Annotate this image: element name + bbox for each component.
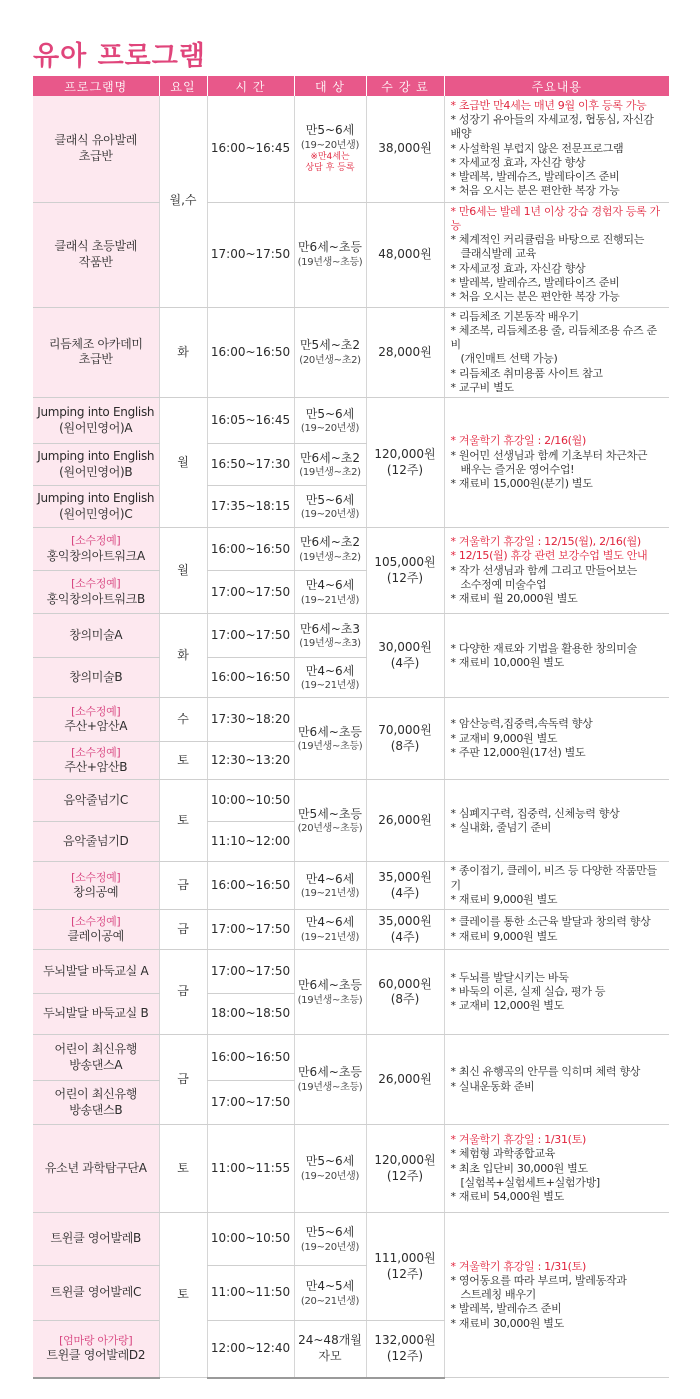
- description-line: * 교구비 별도: [450, 381, 514, 395]
- description-line: * 겨울학기 휴강일 : 1/31(토): [450, 1133, 586, 1146]
- program-name-line: 작품반: [78, 254, 113, 269]
- target-birth-years: (20년생~초2): [299, 354, 361, 366]
- time-cell: 16:00~16:50: [207, 528, 294, 571]
- target-age: 만6세~초2: [299, 450, 361, 465]
- description-cell: [444, 1125, 669, 1213]
- target-birth-years: (19년생~초등): [297, 256, 363, 268]
- program-name-cell: [33, 1035, 159, 1081]
- program-name-cell: [33, 1125, 159, 1213]
- program-name-line: 홍익창의아트워크B: [46, 591, 145, 606]
- program-name-cell: [33, 1213, 159, 1266]
- time-cell: 16:00~16:50: [207, 862, 294, 910]
- description-line: * 교재비 9,000원 별도: [450, 731, 558, 745]
- description-cell: [444, 398, 669, 528]
- target-cell: [294, 614, 366, 658]
- header-fee: 수 강 료: [366, 76, 444, 96]
- day-cell: 화: [159, 614, 207, 698]
- program-name-cell: [33, 742, 159, 780]
- fee-cell: [366, 950, 444, 1035]
- time-cell: 10:00~10:50: [207, 1213, 294, 1266]
- program-badge: [소수정예]: [71, 577, 121, 591]
- target-cell: [294, 1266, 366, 1321]
- target-cell: [294, 444, 366, 486]
- target-age: 만6세~초2: [299, 535, 361, 550]
- target-cell: [294, 658, 366, 698]
- day-cell: 토: [159, 780, 207, 862]
- program-name-line: 두뇌발달 바둑교실 B: [43, 1006, 149, 1021]
- description-line: * 자세교정 효과, 자신감 향상: [450, 155, 586, 169]
- program-name-cell: [33, 202, 159, 307]
- target-birth-years: (19~21년생): [300, 888, 360, 900]
- day-cell: 토: [159, 1125, 207, 1213]
- time-cell: 10:00~10:50: [207, 780, 294, 822]
- description-line: * 암산능력,집중력,속독력 향상: [450, 717, 593, 731]
- target-age: 만5~6세: [305, 406, 355, 421]
- target-birth-years: (19년생~초2): [299, 467, 361, 479]
- description-cell: [444, 528, 669, 614]
- target-birth-years: (19~21년생): [300, 932, 360, 944]
- description-cell: [444, 614, 669, 698]
- description-line: * 실내화, 줄넘기 준비: [450, 820, 552, 834]
- fee-amount: 48,000원: [378, 246, 432, 261]
- time-cell: 16:50~17:30: [207, 444, 294, 486]
- target-cell: [294, 1321, 366, 1378]
- description-line: * 영어동요를 따라 부르며, 발레동작과: [450, 1273, 627, 1287]
- description-line: * 작가 선생님과 함께 그리고 만들어보는: [450, 563, 637, 577]
- program-name-line: 음악줄넘기C: [63, 793, 129, 808]
- program-name-line: 창의공예: [73, 885, 119, 900]
- table-row: [33, 862, 669, 910]
- table-row: [33, 307, 669, 398]
- description-line: * 처음 오시는 분은 편안한 복장 가능: [450, 184, 620, 198]
- description-line: [실험복+실험세트+실험가방]: [460, 1175, 600, 1189]
- description-cell: [444, 202, 669, 307]
- program-name-line: 초급반: [78, 352, 113, 367]
- time-cell: 17:00~17:50: [207, 910, 294, 950]
- description-cell: [444, 950, 669, 1035]
- time-cell: 18:00~18:50: [207, 994, 294, 1035]
- time-cell: 11:00~11:55: [207, 1125, 294, 1213]
- program-name-line: 리듬체조 아카데미: [48, 336, 143, 351]
- fee-amount: 120,000원: [374, 447, 436, 462]
- program-name-cell: [33, 780, 159, 822]
- fee-cell: [366, 202, 444, 307]
- program-name-line: 클래식 유아발레: [54, 133, 138, 148]
- program-name-line: 주산+암산A: [64, 719, 128, 734]
- target-cell: [294, 1125, 366, 1213]
- program-name-cell: [33, 910, 159, 950]
- time-cell: 17:00~17:50: [207, 571, 294, 614]
- description-line: * 최신 유행곡의 안무를 익히며 체력 향상: [450, 1065, 641, 1079]
- target-birth-years: (19년생~초3): [299, 638, 361, 650]
- description-line: * 사설학원 부럽지 않은 전문프로그램: [450, 141, 624, 155]
- fee-amount: 60,000원: [378, 976, 432, 991]
- target-age: 만5~6세: [305, 492, 355, 507]
- description-line: * 원어민 선생님과 함께 기초부터 차근차근: [450, 448, 648, 462]
- description-line: * 심폐지구력, 집중력, 신체능력 향상: [450, 806, 620, 820]
- program-name-cell: [33, 698, 159, 742]
- day-cell: 화: [159, 307, 207, 398]
- target-cell: [294, 202, 366, 307]
- target-birth-years: (19년생~초등): [297, 741, 363, 753]
- description-line: * 재료비 15,000원(분기) 별도: [450, 477, 593, 491]
- program-name-cell: [33, 1321, 159, 1378]
- target-note: ※만4세는: [310, 151, 350, 162]
- day-cell: 토: [159, 1213, 207, 1378]
- description-line: * 교재비 12,000원 별도: [450, 999, 564, 1013]
- program-name-cell: [33, 486, 159, 528]
- description-line: * 체조복, 리듬체조용 줄, 리듬체조용 슈즈 준비: [450, 323, 657, 352]
- target-age: 만6세~초등: [297, 1065, 363, 1080]
- program-name-line: 창의미술A: [69, 628, 123, 643]
- fee-cell: [366, 862, 444, 910]
- target-birth-years: (19~21년생): [300, 680, 360, 692]
- day-cell: 월: [159, 528, 207, 614]
- header-time: 시 간: [207, 76, 294, 96]
- description-cell: [444, 96, 669, 202]
- description-line: * 실내운동화 준비: [450, 1079, 535, 1093]
- header-program-name: 프로그램명: [33, 76, 159, 96]
- fee-duration: (12주): [386, 462, 424, 477]
- day-cell: 금: [159, 950, 207, 1035]
- target-age: 만6세~초3: [299, 621, 361, 636]
- description-line: * 체계적인 커리큘럼을 바탕으로 진행되는: [450, 233, 645, 247]
- table-header-row: [33, 76, 669, 96]
- time-cell: 17:00~17:50: [207, 1081, 294, 1125]
- program-name-line: 초급반: [78, 148, 113, 163]
- fee-cell: [366, 1125, 444, 1213]
- day-cell: 수: [159, 698, 207, 742]
- time-cell: 16:00~16:50: [207, 307, 294, 398]
- table-row: [33, 398, 669, 444]
- fee-amount: 132,000원: [374, 1333, 436, 1348]
- time-cell: 11:00~11:50: [207, 1266, 294, 1321]
- target-birth-years: (19~20년생): [300, 423, 360, 435]
- fee-cell: [366, 1035, 444, 1125]
- description-line: * 리듬체조 취미용품 사이트 참고: [450, 366, 603, 380]
- description-cell: [444, 780, 669, 862]
- program-name-cell: [33, 398, 159, 444]
- fee-amount: 105,000원: [374, 555, 436, 570]
- table-row: [33, 1125, 669, 1213]
- target-cell: [294, 910, 366, 950]
- program-name-line: 어린이 최신유행: [54, 1087, 138, 1102]
- program-name-line: 주산+암산B: [64, 760, 128, 775]
- fee-cell: [366, 528, 444, 614]
- fee-cell: [366, 1213, 444, 1321]
- time-cell: 17:30~18:20: [207, 698, 294, 742]
- program-name-cell: [33, 96, 159, 202]
- fee-cell: [366, 96, 444, 202]
- time-cell: 16:05~16:45: [207, 398, 294, 444]
- target-age: 만4~6세: [305, 871, 355, 886]
- target-age: 만4~5세: [305, 1278, 355, 1293]
- time-cell: 16:00~16:50: [207, 658, 294, 698]
- description-cell: [444, 910, 669, 950]
- header-target: 대 상: [294, 76, 366, 96]
- program-name-line: 유소년 과학탐구단A: [44, 1160, 147, 1175]
- program-badge: [소수정예]: [71, 745, 121, 759]
- description-line: * 두뇌를 발달시키는 바둑: [450, 970, 569, 984]
- target-birth-years: (20년생~초등): [297, 823, 363, 835]
- fee-cell: [366, 1321, 444, 1378]
- program-name-cell: [33, 862, 159, 910]
- program-name-line: 트윈클 영어발레D2: [46, 1348, 146, 1363]
- time-cell: 17:00~17:50: [207, 614, 294, 658]
- program-name-cell: [33, 822, 159, 862]
- description-line: * 리듬체조 기본동작 배우기: [450, 309, 579, 323]
- program-name-line: Jumping into English: [37, 491, 155, 506]
- description-line: * 종이접기, 클레이, 비즈 등 다양한 작품만들기: [450, 864, 657, 892]
- description-cell: [444, 862, 669, 910]
- program-name-line: 음악줄넘기D: [63, 834, 129, 849]
- program-name-line: 방송댄스B: [69, 1102, 123, 1117]
- program-name-line: 방송댄스A: [69, 1057, 123, 1072]
- target-birth-years: (19년생~초등): [297, 1082, 363, 1094]
- target-birth-years: (19~20년생): [300, 1171, 360, 1183]
- description-line: * 재료비 9,000원 별도: [450, 892, 558, 906]
- program-name-cell: [33, 1081, 159, 1125]
- description-line: * 재료비 30,000원 별도: [450, 1316, 564, 1330]
- table-row: [33, 1213, 669, 1266]
- program-name-cell: [33, 1266, 159, 1321]
- fee-amount: 70,000원: [378, 723, 432, 738]
- program-name-cell: [33, 307, 159, 398]
- day-cell: 월,수: [159, 96, 207, 307]
- target-age: 만4~6세: [305, 663, 355, 678]
- target-age: 만4~6세: [305, 578, 355, 593]
- table-row: [33, 528, 669, 571]
- description-cell: [444, 1035, 669, 1125]
- description-line: * 자세교정 효과, 자신감 향상: [450, 261, 586, 275]
- program-name-cell: [33, 614, 159, 658]
- target-cell: [294, 486, 366, 528]
- description-line: * 발레복, 발레슈즈, 발레타이즈 준비: [450, 275, 620, 289]
- description-cell: [444, 698, 669, 780]
- target-age: 만4~6세: [305, 915, 355, 930]
- target-birth-years: 자모: [318, 1349, 342, 1363]
- target-birth-years: (19년생~초등): [297, 994, 363, 1006]
- program-name-cell: [33, 528, 159, 571]
- fee-amount: 35,000원: [378, 870, 432, 885]
- program-name-line: 홍익창의아트워크A: [46, 548, 145, 563]
- target-age: 24~48개월: [298, 1333, 362, 1348]
- target-birth-years: (19~20년생): [300, 509, 360, 521]
- target-birth-years: (20~21년생): [300, 1295, 360, 1307]
- description-line: * 성장기 유아들의 자세교정, 협동심, 자신감 배양: [450, 113, 654, 141]
- fee-cell: [366, 398, 444, 528]
- program-badge: [소수정예]: [71, 704, 121, 718]
- fee-amount: 26,000원: [378, 813, 432, 828]
- table-row: [33, 1035, 669, 1081]
- description-line: 배우는 즐거운 영어수업!: [460, 462, 575, 476]
- fee-amount: 111,000원: [374, 1251, 436, 1266]
- target-age: 만6세~초등: [297, 977, 363, 992]
- description-line: * 겨울학기 휴강일 : 1/31(토): [450, 1259, 586, 1273]
- description-line: * 클레이를 통한 소근육 발달과 창의력 향상: [450, 915, 651, 929]
- fee-duration: (4주): [390, 885, 420, 900]
- description-cell: [444, 1213, 669, 1378]
- target-cell: [294, 398, 366, 444]
- target-birth-years: (19~21년생): [300, 594, 360, 606]
- description-line: * 만6세는 발레 1년 이상 강습 경험자 등록 가능: [450, 204, 660, 232]
- program-name-line: (원어민영어)A: [59, 420, 133, 435]
- program-name-cell: [33, 658, 159, 698]
- description-line: 소수정예 미술수업: [460, 578, 547, 591]
- table-row: [33, 780, 669, 822]
- time-cell: 16:00~16:45: [207, 96, 294, 202]
- fee-duration: (12주): [386, 1349, 424, 1363]
- program-badge: [소수정예]: [71, 914, 121, 928]
- program-name-line: 클래식 초등발레: [54, 238, 138, 253]
- target-cell: [294, 571, 366, 614]
- fee-duration: (8주): [390, 738, 420, 753]
- description-line: * 체험형 과학종합교육: [450, 1147, 556, 1161]
- description-line: * 발레복, 발레슈즈 준비: [450, 1302, 562, 1316]
- day-cell: 금: [159, 910, 207, 950]
- program-name-line: 트윈클 영어발레B: [50, 1231, 141, 1246]
- program-name-line: 창의미술B: [69, 670, 123, 685]
- target-note: 상담 후 등록: [305, 163, 355, 174]
- table-row: [33, 614, 669, 658]
- program-name-line: 두뇌발달 바둑교실 A: [43, 963, 149, 978]
- description-line: * 다양한 재료와 기법을 활용한 창의미술: [450, 641, 637, 655]
- program-badge: [엄마랑 아가랑]: [59, 1334, 133, 1348]
- fee-amount: 28,000원: [378, 344, 432, 359]
- time-cell: 12:30~13:20: [207, 742, 294, 780]
- description-line: (개인매트 선택 가능): [460, 352, 558, 366]
- table-row: [33, 96, 669, 202]
- target-age: 만5~6세: [305, 123, 355, 138]
- target-cell: [294, 307, 366, 398]
- time-cell: 11:10~12:00: [207, 822, 294, 862]
- target-cell: [294, 528, 366, 571]
- fee-amount: 35,000원: [378, 914, 432, 929]
- target-birth-years: (19~20년생): [300, 1241, 360, 1253]
- fee-cell: [366, 307, 444, 398]
- target-age: 만5~6세: [305, 1154, 355, 1169]
- target-age: 만6세~초등: [297, 724, 363, 739]
- program-name-line: (원어민영어)C: [59, 506, 133, 521]
- program-name-line: (원어민영어)B: [59, 464, 133, 479]
- fee-duration: (4주): [390, 929, 420, 944]
- fee-duration: (8주): [390, 992, 420, 1007]
- time-cell: 17:00~17:50: [207, 202, 294, 307]
- day-cell: 월: [159, 398, 207, 528]
- fee-amount: 30,000원: [378, 640, 432, 655]
- fee-duration: (4주): [390, 655, 420, 670]
- target-cell: [294, 862, 366, 910]
- target-cell: [294, 950, 366, 1035]
- time-cell: 16:00~16:50: [207, 1035, 294, 1081]
- fee-cell: [366, 698, 444, 780]
- program-badge: [소수정예]: [71, 534, 121, 548]
- program-badge: [소수정예]: [71, 870, 121, 884]
- fee-amount: 120,000원: [374, 1153, 436, 1168]
- target-birth-years: (19년생~초2): [299, 551, 361, 563]
- description-line: * 재료비 54,000원 별도: [450, 1190, 564, 1204]
- program-table: [33, 76, 669, 1379]
- program-name-cell: [33, 950, 159, 994]
- program-name-line: Jumping into English: [37, 405, 155, 420]
- time-cell: 12:00~12:40: [207, 1321, 294, 1378]
- program-name-line: 트윈클 영어발레C: [50, 1285, 142, 1300]
- fee-duration: (12주): [386, 1266, 424, 1281]
- fee-cell: [366, 780, 444, 862]
- fee-cell: [366, 910, 444, 950]
- fee-duration: (12주): [386, 1168, 424, 1183]
- target-cell: [294, 96, 366, 202]
- target-age: 만5~6세: [305, 1224, 355, 1239]
- target-cell: [294, 698, 366, 780]
- table-row: [33, 698, 669, 742]
- description-line: * 재료비 9,000원 별도: [450, 929, 558, 943]
- fee-cell: [366, 614, 444, 698]
- target-age: 만5세~초등: [297, 806, 363, 821]
- description-line: * 초급반 만4세는 매년 9월 이후 등록 가능: [450, 98, 647, 112]
- header-description: 주요내용: [444, 76, 669, 96]
- target-age: 만5세~초2: [299, 338, 361, 353]
- fee-amount: 26,000원: [378, 1071, 432, 1086]
- description-line: * 처음 오시는 분은 편안한 복장 가능: [450, 290, 620, 304]
- description-line: * 12/15(월) 휴강 관련 보강수업 별도 안내: [450, 549, 648, 563]
- description-line: 스트레칭 배우기: [460, 1288, 536, 1302]
- program-name-line: 어린이 최신유행: [54, 1042, 138, 1057]
- target-age: 만6세~초등: [297, 240, 363, 255]
- description-line: * 주판 12,000원(17선) 별도: [450, 746, 586, 759]
- table-row: [33, 910, 669, 950]
- description-line: 클래식발레 교육: [460, 247, 536, 261]
- description-line: * 발레복, 발레슈즈, 발레타이즈 준비: [450, 170, 620, 184]
- fee-amount: 38,000원: [378, 140, 432, 155]
- description-line: * 최초 입단비 30,000원 별도: [450, 1161, 588, 1175]
- header-day: 요일: [159, 76, 207, 96]
- target-birth-years: (19~20년생): [300, 139, 360, 151]
- fee-duration: (12주): [386, 570, 424, 585]
- day-cell: 금: [159, 1035, 207, 1125]
- description-cell: [444, 307, 669, 398]
- day-cell: 금: [159, 862, 207, 910]
- description-line: * 재료비 10,000원 별도: [450, 655, 564, 669]
- description-line: * 겨울학기 휴강일 : 12/15(월), 2/16(월): [450, 535, 641, 549]
- target-cell: [294, 1213, 366, 1266]
- day-cell: 토: [159, 742, 207, 780]
- page-title: 유아 프로그램: [33, 41, 206, 72]
- description-line: * 바둑의 이론, 실제 실습, 평가 등: [450, 985, 606, 999]
- program-name-cell: [33, 994, 159, 1035]
- program-name-line: 클레이공예: [67, 929, 124, 944]
- table-row: [33, 202, 669, 307]
- program-name-cell: [33, 444, 159, 486]
- description-line: * 재료비 월 20,000원 별도: [450, 592, 578, 606]
- target-cell: [294, 1035, 366, 1125]
- table-body: [33, 96, 669, 1378]
- description-line: * 겨울학기 휴강일 : 2/16(월): [450, 434, 586, 448]
- program-name-line: Jumping into English: [37, 449, 155, 464]
- time-cell: 17:35~18:15: [207, 486, 294, 528]
- table-row: [33, 950, 669, 994]
- target-cell: [294, 780, 366, 862]
- program-name-cell: [33, 571, 159, 614]
- time-cell: 17:00~17:50: [207, 950, 294, 994]
